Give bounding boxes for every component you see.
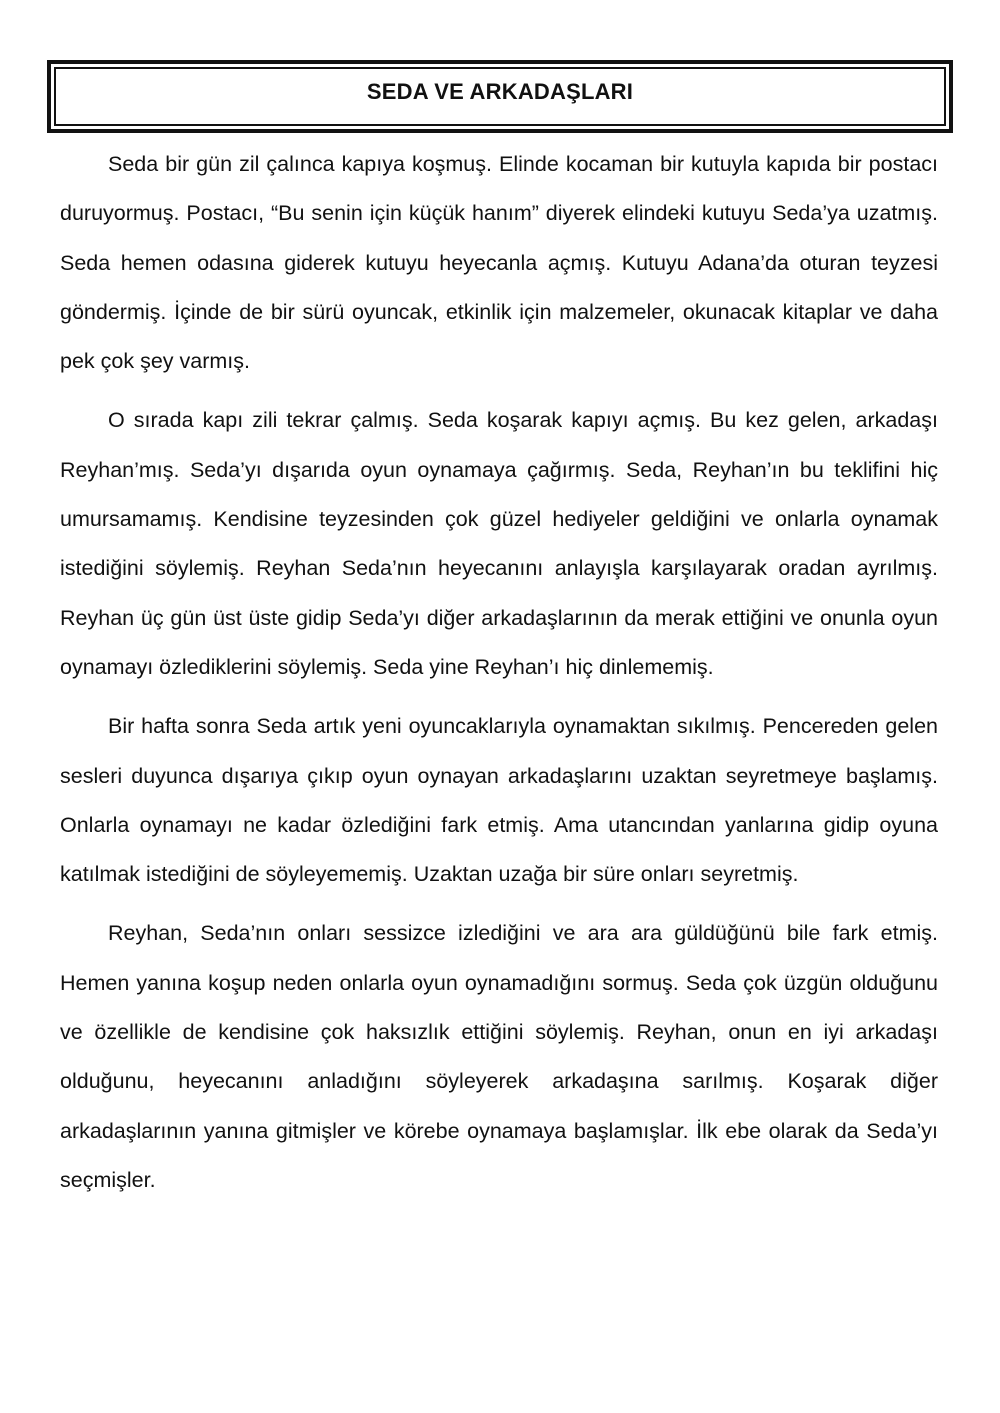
title-frame (54, 67, 946, 126)
page-title: SEDA VE ARKADAŞLARI (366, 79, 634, 104)
paragraph-4: Reyhan, Seda’nın onları sessizce izlediğini ve ara ara güldüğünü bile fark etmiş. Hemen yanına koşup neden onlarla oyun oynamadığını sormuş. Seda çok üzgün olduğunu ve özellikle de kendisine çok haksızlık ettiğini söylemiş. Reyhan, onun en iyi arkadaşı olduğunu, heyecanını anladığını söyleyerek arkadaşına sarılmış. Koşarak diğer arkadaşlarının yanına gitmişler ve körebe oynamaya başlamışlar. İlk ebe olarak da Seda’yı seçmişler. (60, 921, 938, 1192)
paragraph-1: Seda bir gün zil çalınca kapıya koşmuş. Elinde kocaman bir kutuyla kapıda bir postacı duruyormuş. Postacı, “Bu senin için küçük hanım” diyerek elindeki kutuyu Seda’ya uzatmış. Seda hemen odasına giderek kutuyu heyecanla açmış. Kutuyu Adana’da oturan teyzesi göndermiş. İçinde de bir sürü oyuncak, etkinlik için malzemeler, okunacak kitaplar ve daha pek çok şey varmış. (60, 152, 938, 374)
paragraph-3: Bir hafta sonra Seda artık yeni oyuncaklarıyla oynamaktan sıkılmış. Pencereden gelen sesleri duyunca dışarıya çıkıp oyun oynayan arkadaşlarını uzaktan seyretmeye başlamış. Onlarla oynamayı ne kadar özlediğini fark etmiş. Ama utancından yanlarına gidip oyuna katılmak istediğini de söyleyememiş. Uzaktan uzağa bir süre onları seyretmiş. (60, 714, 938, 887)
paragraph-2: O sırada kapı zili tekrar çalmış. Seda koşarak kapıyı açmış. Bu kez gelen, arkadaşı Reyhan’mış. Seda’yı dışarıda oyun oynamaya çağırmış. Seda, Reyhan’ın bu teklifini hiç umursamamış. Kendisine teyzesinden çok güzel hediyeler geldiğini ve onlarla oynamak istediğini söylemiş. Reyhan Seda’nın heyecanını anlayışla karşılayarak oradan ayrılmış. Reyhan üç gün üst üste gidip Seda’yı diğer arkadaşlarının da merak ettiğini ve onunla oyun oynamayı özlediklerini söylemiş. Seda yine Reyhan’ı hiç dinlememiş. (60, 408, 938, 679)
story-body (60, 140, 938, 1215)
title-box (47, 60, 953, 133)
